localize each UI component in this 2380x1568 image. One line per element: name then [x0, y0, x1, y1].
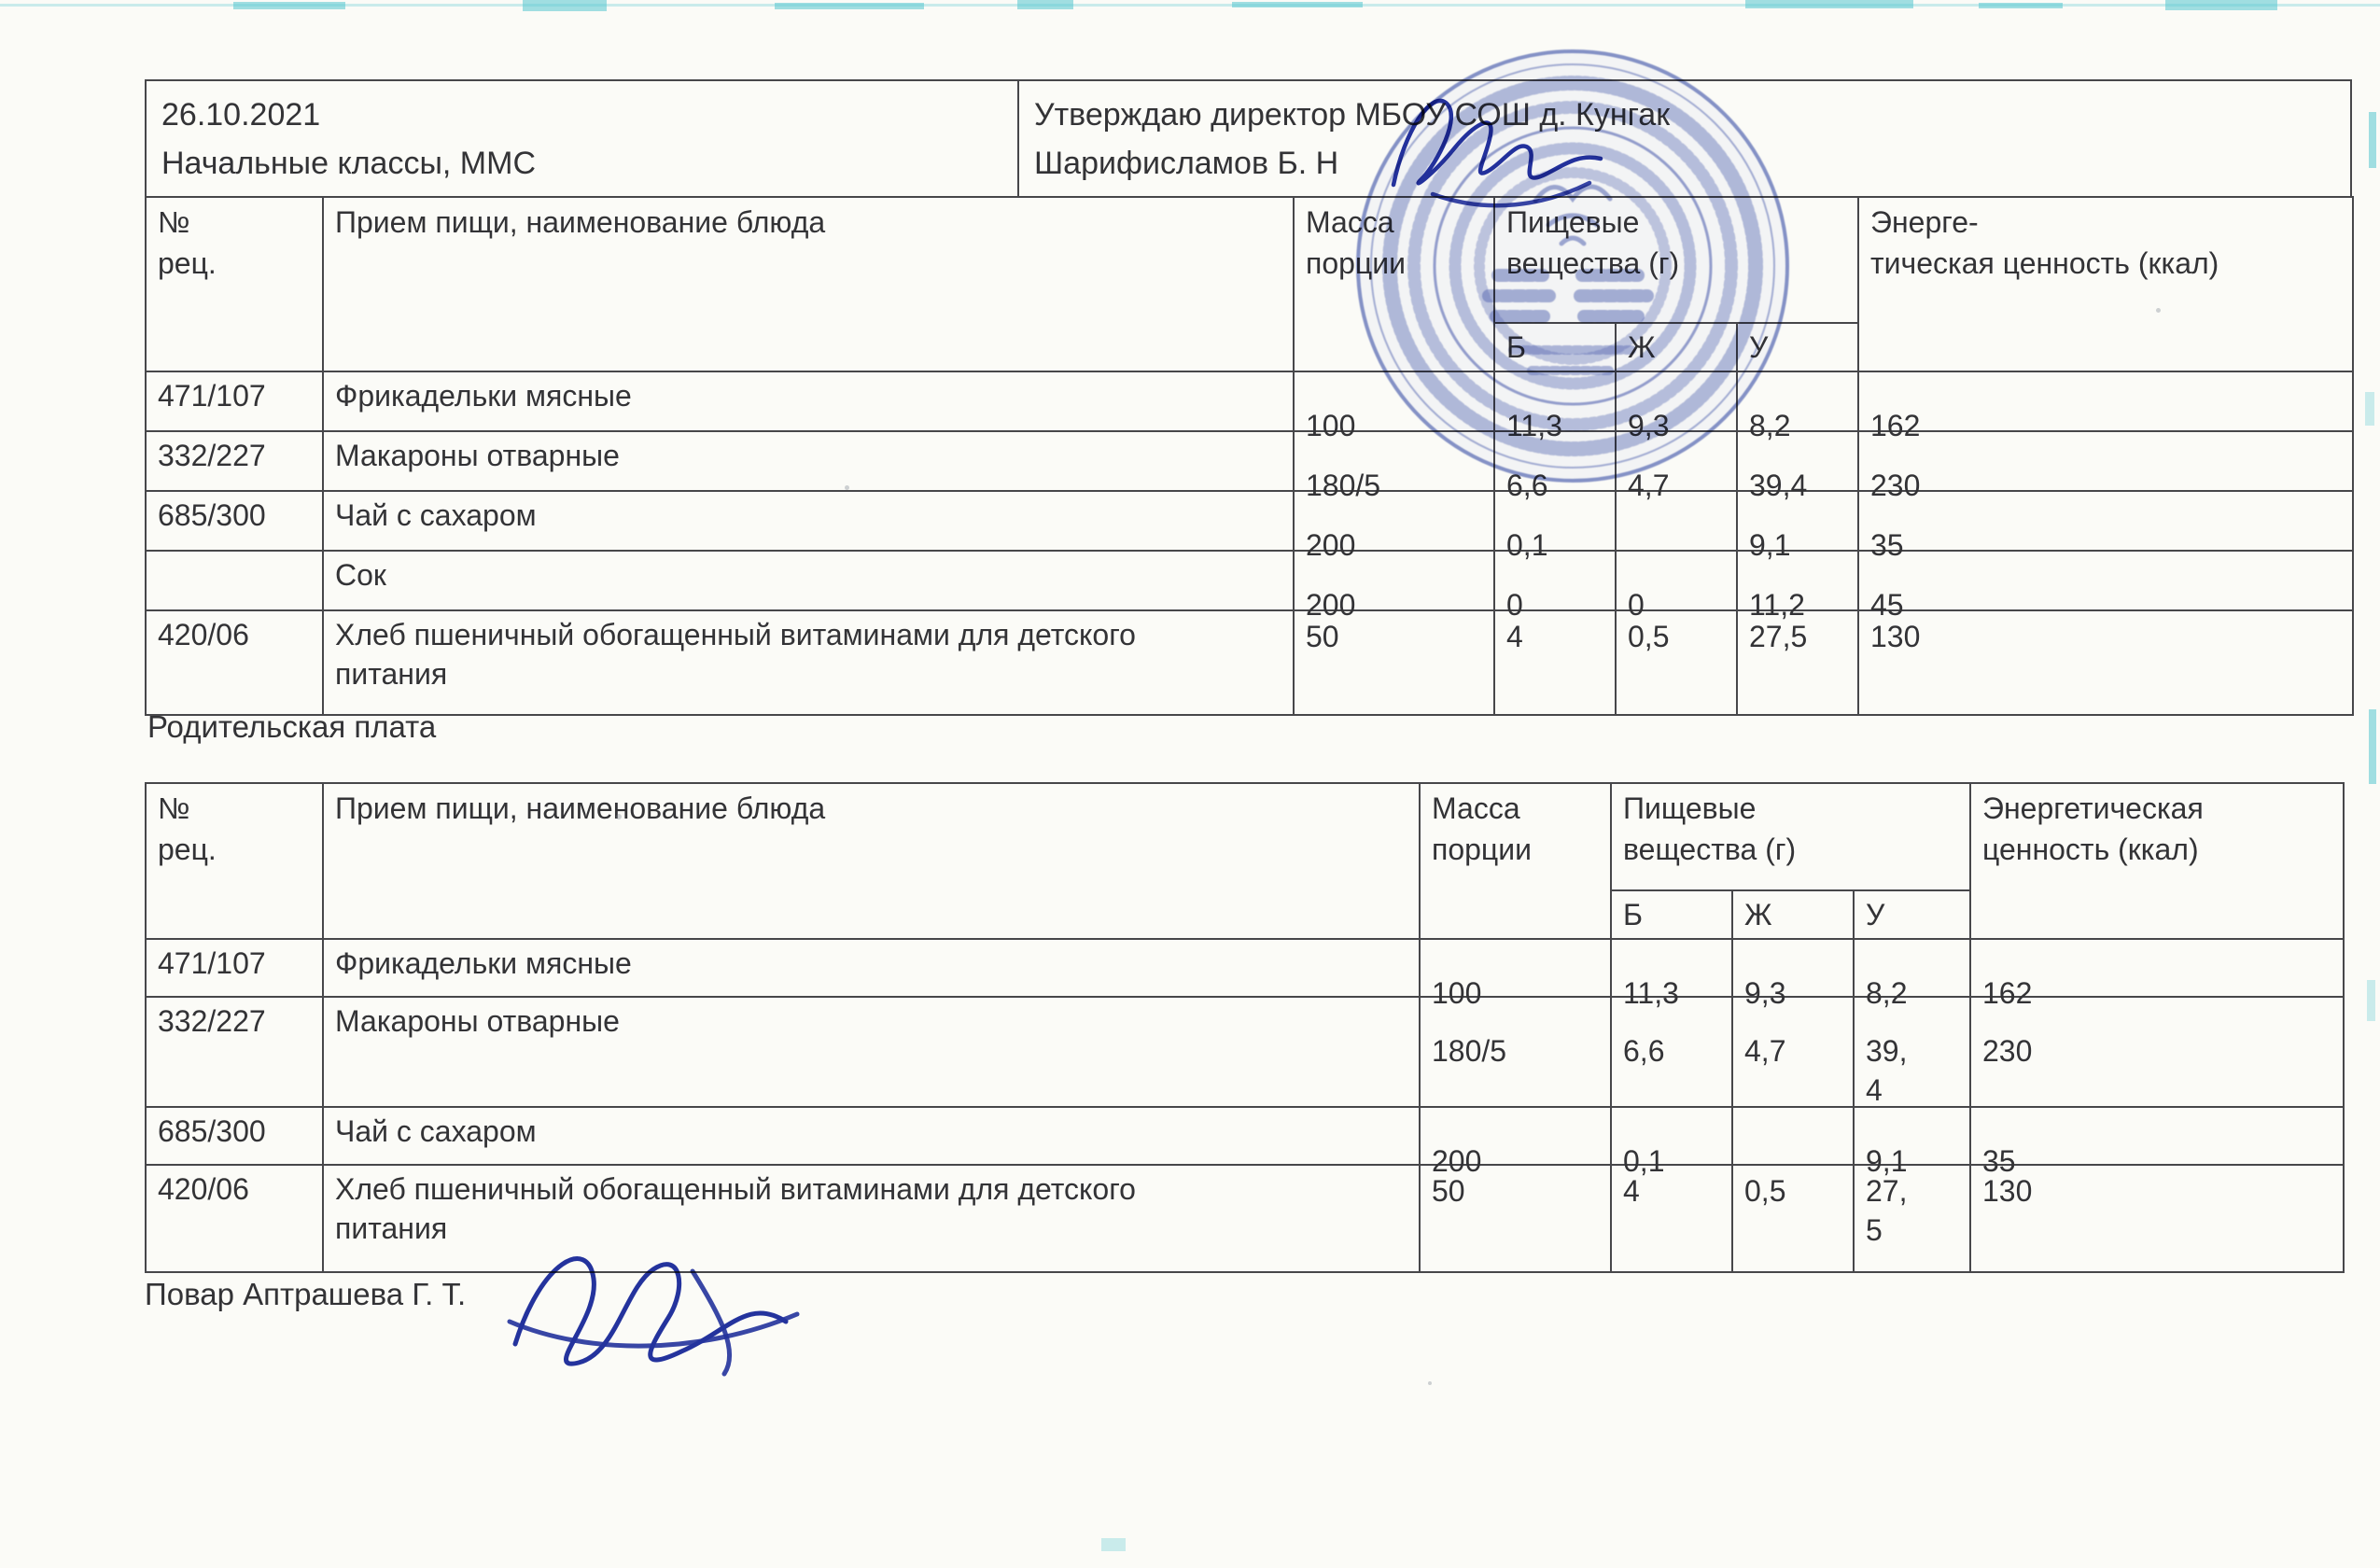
- dish-cell: Сок: [323, 551, 1294, 610]
- kcal-cell: 230: [1858, 431, 2353, 491]
- document-date: 26.10.2021: [161, 97, 321, 133]
- rec-cell: 471/107: [146, 371, 323, 431]
- menu-row: [146, 371, 2353, 431]
- menu-row: [146, 1165, 2344, 1272]
- date-class-cell: [147, 81, 1019, 196]
- header-fat: Ж: [1616, 323, 1737, 371]
- scan-artifact: [1232, 2, 1363, 7]
- mass-cell: 180/5: [1294, 431, 1494, 491]
- carbs-cell: 11,2: [1737, 551, 1858, 610]
- scan-artifact: [1979, 3, 2063, 8]
- dish-cell: Фрикадельки мясные: [323, 371, 1294, 431]
- header-mass: Масса порции: [1420, 783, 1611, 939]
- approval-text-line1: Утверждаю директор МБОУ СОШ д. Кунгак: [1034, 97, 1671, 133]
- kcal-cell: 130: [1970, 1165, 2344, 1272]
- menu-table-main: [145, 196, 2354, 716]
- menu-row: [146, 491, 2353, 551]
- header-energy: Энерге- тическая ценность (ккал): [1858, 197, 2353, 371]
- carbs-cell: 27, 5: [1854, 1165, 1970, 1272]
- fat-cell: 0: [1616, 551, 1737, 610]
- cook-signature-line: Повар Аптрашева Г. Т.: [145, 1277, 467, 1311]
- mass-cell: 50: [1420, 1165, 1611, 1272]
- carbs-cell: 9,1: [1854, 1107, 1970, 1165]
- carbs-cell: 8,2: [1854, 939, 1970, 997]
- scan-artifact: [0, 4, 2380, 7]
- dish-cell: Хлеб пшеничный обогащенный витаминами для детского питания: [323, 610, 1294, 715]
- fat-cell: 9,3: [1616, 371, 1737, 431]
- carbs-cell: 9,1: [1737, 491, 1858, 551]
- mass-cell: 180/5: [1420, 997, 1611, 1107]
- scan-artifact: [775, 3, 924, 9]
- carbs-cell: 39,4: [1737, 431, 1858, 491]
- header-fat: Ж: [1732, 890, 1854, 939]
- dish-cell: Хлеб пшеничный обогащенный витаминами для детского питания: [323, 1165, 1420, 1272]
- rec-cell: 420/06: [146, 1165, 323, 1272]
- fat-cell: 4,7: [1732, 997, 1854, 1107]
- mass-cell: 100: [1420, 939, 1611, 997]
- kcal-cell: 230: [1970, 997, 2344, 1107]
- protein-cell: 6,6: [1611, 997, 1732, 1107]
- fat-cell: 9,3: [1732, 939, 1854, 997]
- rec-cell: 685/300: [146, 491, 323, 551]
- scan-artifact: [1101, 1538, 1126, 1551]
- rec-cell: 332/227: [146, 431, 323, 491]
- fat-cell: 0,5: [1732, 1165, 1854, 1272]
- scan-artifact: [1428, 1381, 1432, 1385]
- carbs-cell: 27,5: [1737, 610, 1858, 715]
- header-table: [145, 79, 2352, 198]
- scan-artifact: [523, 0, 607, 11]
- director-signature: [1377, 75, 1629, 215]
- fat-cell: [1732, 1107, 1854, 1165]
- header-nutrients: Пищевые вещества (г): [1611, 783, 1970, 890]
- scan-artifact: [1745, 0, 1913, 8]
- section-title-parent-fee: Родительская плата: [147, 709, 437, 744]
- menu-row: [146, 1107, 2344, 1165]
- scan-artifact: [2365, 392, 2374, 426]
- fat-cell: 4,7: [1616, 431, 1737, 491]
- header-carbs: У: [1854, 890, 1970, 939]
- dish-cell: Фрикадельки мясные: [323, 939, 1420, 997]
- dish-cell: Макароны отварные: [323, 431, 1294, 491]
- approval-text-line2: Шарифисламов Б. Н: [1034, 146, 1339, 181]
- header-rec: № рец.: [146, 783, 323, 939]
- menu-row: [146, 551, 2353, 610]
- header-nutrients: Пищевые вещества (г): [1494, 197, 1858, 323]
- protein-cell: 4: [1611, 1165, 1732, 1272]
- kcal-cell: 45: [1858, 551, 2353, 610]
- mass-cell: 200: [1294, 491, 1494, 551]
- scan-artifact: [1017, 0, 1073, 9]
- header-energy: Энергетическая ценность (ккал): [1970, 783, 2344, 939]
- protein-cell: 0,1: [1611, 1107, 1732, 1165]
- scan-artifact: [2369, 112, 2376, 168]
- mass-cell: 50: [1294, 610, 1494, 715]
- header-rec: № рец.: [146, 197, 323, 371]
- carbs-cell: 39, 4: [1854, 997, 1970, 1107]
- header-dish: Прием пищи, наименование блюда: [323, 197, 1294, 371]
- scan-artifact: [2165, 0, 2277, 10]
- rec-cell: [146, 551, 323, 610]
- mass-cell: 200: [1420, 1107, 1611, 1165]
- kcal-cell: 35: [1858, 491, 2353, 551]
- kcal-cell: 35: [1970, 1107, 2344, 1165]
- header-protein: Б: [1611, 890, 1732, 939]
- carbs-cell: 8,2: [1737, 371, 1858, 431]
- kcal-cell: 162: [1970, 939, 2344, 997]
- header-carbs: У: [1737, 323, 1858, 371]
- scan-artifact: [233, 2, 345, 9]
- menu-table-parent-fee: [145, 782, 2345, 1273]
- menu-row: [146, 997, 2344, 1107]
- dish-cell: Макароны отварные: [323, 997, 1420, 1107]
- dish-cell: Чай с сахаром: [323, 1107, 1420, 1165]
- menu-row: [146, 939, 2344, 997]
- rec-cell: 685/300: [146, 1107, 323, 1165]
- protein-cell: 11,3: [1494, 371, 1616, 431]
- menu-row: [146, 431, 2353, 491]
- protein-cell: 11,3: [1611, 939, 1732, 997]
- dish-cell: Чай с сахаром: [323, 491, 1294, 551]
- cook-signature: [504, 1232, 812, 1386]
- fat-cell: 0,5: [1616, 610, 1737, 715]
- kcal-cell: 162: [1858, 371, 2353, 431]
- scan-artifact: [2367, 980, 2375, 1021]
- rec-cell: 332/227: [146, 997, 323, 1107]
- scan-artifact: [2369, 709, 2376, 784]
- mass-cell: 100: [1294, 371, 1494, 431]
- mass-cell: 200: [1294, 551, 1494, 610]
- rec-cell: 420/06: [146, 610, 323, 715]
- rec-cell: 471/107: [146, 939, 323, 997]
- protein-cell: 4: [1494, 610, 1616, 715]
- menu-row: [146, 610, 2353, 715]
- header-dish: Прием пищи, наименование блюда: [323, 783, 1420, 939]
- header-mass: Масса порции: [1294, 197, 1494, 371]
- protein-cell: 0: [1494, 551, 1616, 610]
- class-group: Начальные классы, ММС: [161, 146, 536, 181]
- kcal-cell: 130: [1858, 610, 2353, 715]
- protein-cell: 6,6: [1494, 431, 1616, 491]
- protein-cell: 0,1: [1494, 491, 1616, 551]
- header-protein: Б: [1494, 323, 1616, 371]
